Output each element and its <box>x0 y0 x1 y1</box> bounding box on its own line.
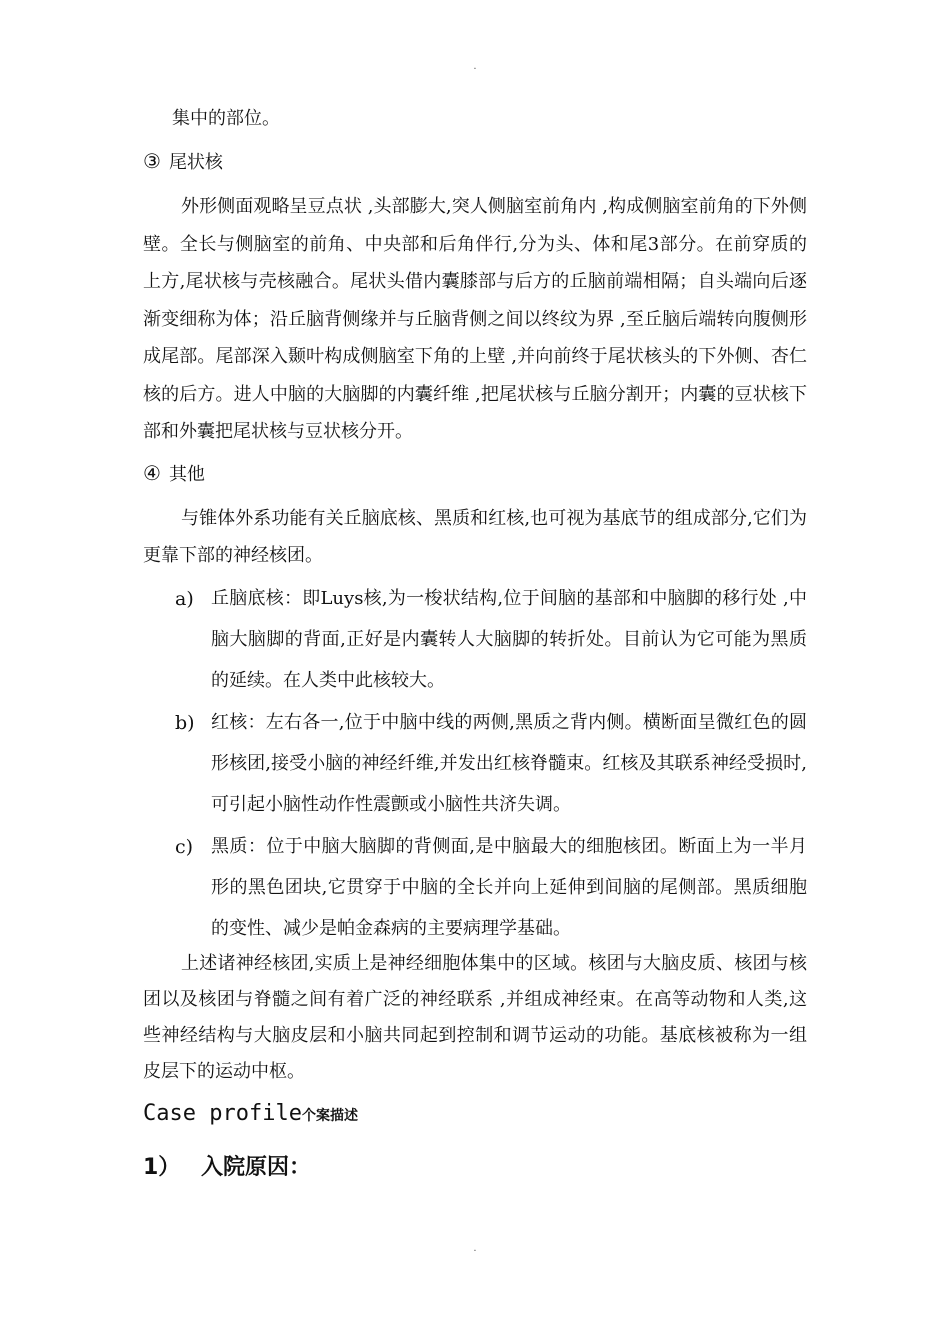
section4-title: 其他 <box>168 464 205 485</box>
list-marker: a) <box>175 588 194 610</box>
list-marker: b) <box>175 712 195 734</box>
section3-number: ③ <box>143 149 161 173</box>
subsection1-heading <box>143 1150 311 1186</box>
section4-body: 与锥体外系功能有关丘脑底核、黑质和红核,也可视为基底节的组成部分,它们为更靠下部的神经核团。 <box>143 508 807 566</box>
section3-heading <box>143 146 223 178</box>
case-profile-heading <box>143 1096 358 1134</box>
list-item-text: 黑质：位于中脑大脑脚的背侧面,是中脑最大的细胞核团。断面上为一半月形的黑色团块,它贯穿于中脑的全长并向上延伸到间脑的尾侧部。黑质细胞的变性、减少是帕金森病的主要病理学基础。 <box>211 836 807 939</box>
section3-body: 外形侧面观略呈豆点状 ,头部膨大,突人侧脑室前角内 ,构成侧脑室前角的下外侧壁。全长与侧脑室的前角、中央部和后角伴行,分为头、体和尾3部分。在前穿质的上方,尾状核与壳核融合。尾状头借内囊膝部与后方的丘脑前端相隔；自头端向后逐渐变细称为体；沿丘脑背侧缘并与丘脑背侧之间以终纹为界 ,至丘脑后端转向腹侧形成尾部。尾部深入颞叶构成侧脑室下角的上壁 ,并向前终于尾状核头的下外侧、杏仁核的后方。进人中脑的大脑脚的内囊纤维 ,把尾状核与丘脑分割开；内囊的豆状核下部和外囊把尾状核与豆状核分开。 <box>143 196 807 442</box>
subsection1-number: 1） <box>143 1155 181 1180</box>
section4-heading <box>143 458 205 490</box>
list-marker: c) <box>175 836 194 858</box>
subsection1-title: 入院原因： <box>201 1155 312 1180</box>
summary-paragraph: 上述诸神经核团,实质上是神经细胞体集中的区域。核团与大脑皮质、核团与核团以及核团与脊髓之间有着广泛的神经联系 ,并组成神经束。在高等动物和人类,这些神经结构与大脑皮层和小脑共同起到控制和调节运动的功能。基底核被称为一组皮层下的运动中枢。 <box>143 953 807 1082</box>
list-item-text: 红核：左右各一,位于中脑中线的两侧,黑质之背内侧。横断面呈微红色的圆形核团,接受小脑的神经纤维,并发出红核脊髓束。红核及其联系神经受损时,可引起小脑性动作性震颤或小脑性共济失调。 <box>211 712 807 815</box>
page-top-mark: . <box>473 61 477 72</box>
page-bottom-mark: . <box>473 1243 477 1254</box>
section3-title: 尾状核 <box>168 152 223 173</box>
case-profile-zh: 个案描述 <box>301 1108 358 1124</box>
list-item-text: 丘脑底核：即Luys核,为一梭状结构,位于间脑的基部和中脑脚的移行处 ,中脑大脑脚的背面,正好是内囊转人大脑脚的转折处。目前认为它可能为黑质的延续。在人类中此核较大。 <box>211 588 807 691</box>
section4-number: ④ <box>143 461 161 485</box>
case-profile-en: Case profile <box>143 1101 302 1126</box>
intro-tail-text: 集中的部位。 <box>172 108 280 129</box>
